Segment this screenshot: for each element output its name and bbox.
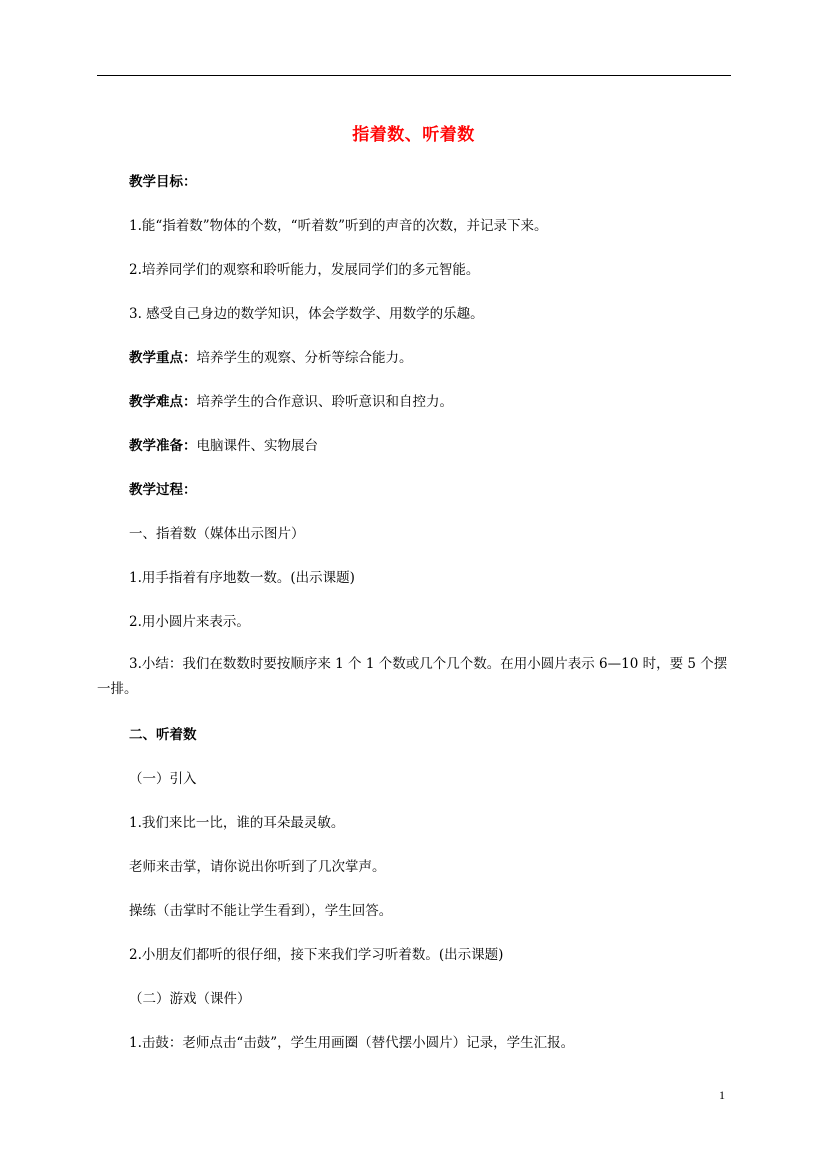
paragraph-objective-1 xyxy=(97,204,737,248)
paragraph-section-2 xyxy=(97,713,737,757)
paragraph-text: 培养学生的观察、分析等综合能力。 xyxy=(196,350,413,366)
document-title: 指着数、听着数 xyxy=(352,125,475,145)
paragraph-text: 培养学生的合作意识、聆听意识和自控力。 xyxy=(196,394,453,410)
paragraph-objective-2 xyxy=(97,248,737,292)
paragraph-objectives-heading xyxy=(97,160,737,204)
paragraph-text: 1.用手指着有序地数一数。(出示课题) xyxy=(129,570,355,586)
paragraph-step-1-2 xyxy=(97,600,737,644)
paragraph-text: 1.能“指着数”物体的个数，“听着数”听到的声音的次数，并记录下来。 xyxy=(129,218,548,234)
paragraph-text: 操练（击掌时不能让学生看到），学生回答。 xyxy=(129,903,393,919)
paragraph-text: 3. 感受自己身边的数学知识，体会学数学、用数学的乐趣。 xyxy=(129,306,484,322)
paragraph-step-1-1 xyxy=(97,556,737,600)
paragraph-label: 教学重点： xyxy=(129,350,197,366)
paragraph-label: 教学过程： xyxy=(129,482,197,498)
paragraph-step-2-2 xyxy=(97,933,737,977)
paragraph-text: 3.小结：我们在数数时要按顺序来 1 个 1 个数或几个几个数。在用小圆片表示 6—10 时，要 5 个摆一排。 xyxy=(97,656,728,697)
paragraph-label: 教学准备： xyxy=(129,438,197,454)
paragraph-preparation xyxy=(97,424,737,468)
paragraph-label: 二、听着数 xyxy=(129,727,197,743)
paragraph-label: 教学难点： xyxy=(129,394,197,410)
paragraph-text: 老师来击掌，请你说出你听到了几次掌声。 xyxy=(129,859,386,875)
paragraph-subsection-game xyxy=(97,977,737,1021)
paragraph-section-1 xyxy=(97,512,737,556)
document-body xyxy=(97,160,737,1065)
paragraph-summary xyxy=(97,644,737,713)
paragraph-text: 1.击鼓：老师点击“击鼓”，学生用画圈（替代摆小圆片）记录，学生汇报。 xyxy=(129,1035,575,1051)
header-rule xyxy=(97,75,731,76)
paragraph-text: 一、指着数（媒体出示图片） xyxy=(129,526,305,542)
paragraph-practice xyxy=(97,889,737,933)
paragraph-text: 电脑课件、实物展台 xyxy=(196,438,318,454)
paragraph-process-heading xyxy=(97,468,737,512)
paragraph-text: （一）引入 xyxy=(129,771,197,787)
paragraph-text: 2.小朋友们都听的很仔细，接下来我们学习听着数。(出示课题) xyxy=(129,947,504,963)
paragraph-clapping xyxy=(97,845,737,889)
paragraph-step-2-1 xyxy=(97,801,737,845)
paragraph-label: 教学目标： xyxy=(129,174,197,190)
paragraph-text: （二）游戏（课件） xyxy=(129,991,251,1007)
paragraph-difficulties xyxy=(97,380,737,424)
paragraph-text: 1.我们来比一比，谁的耳朵最灵敏。 xyxy=(129,815,345,831)
paragraph-text: 2.培养同学们的观察和聆听能力，发展同学们的多元智能。 xyxy=(129,262,480,278)
paragraph-drum-game xyxy=(97,1021,737,1065)
paragraph-objective-3 xyxy=(97,292,737,336)
paragraph-key-points xyxy=(97,336,737,380)
paragraph-subsection-intro xyxy=(97,757,737,801)
paragraph-text: 2.用小圆片来表示。 xyxy=(129,614,250,630)
page-number: 1 xyxy=(719,1088,725,1102)
